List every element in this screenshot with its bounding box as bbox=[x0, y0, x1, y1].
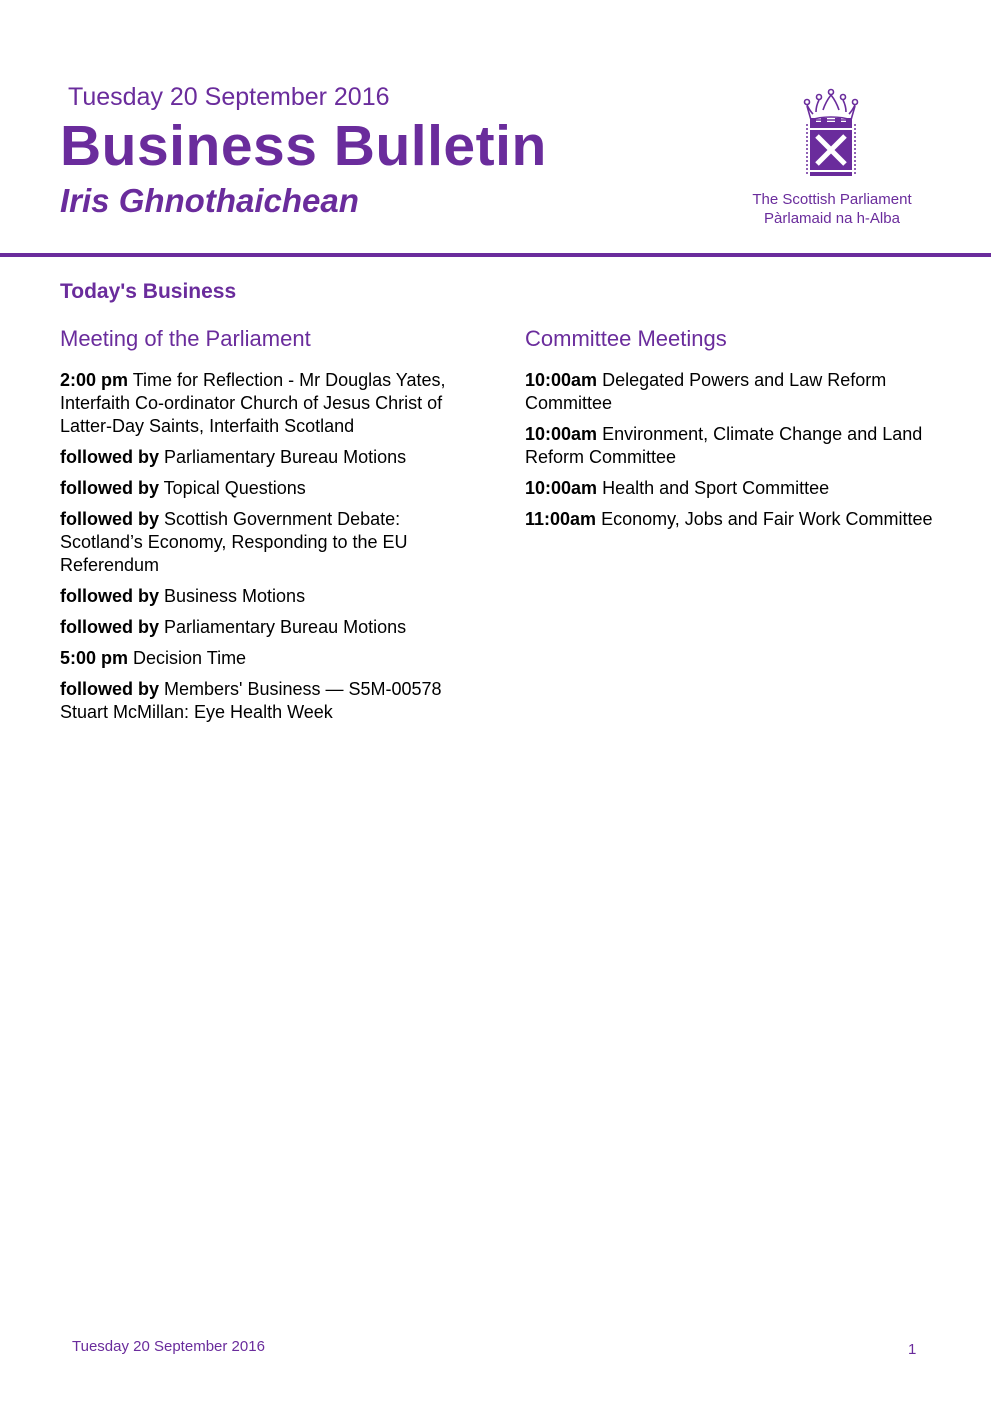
committee-heading: Committee Meetings bbox=[525, 326, 727, 351]
list-item: 11:00am Economy, Jobs and Fair Work Committee bbox=[525, 509, 933, 529]
list-item: 2:00 pm Time for Reflection - Mr Douglas Yates, Interfaith Co-ordinator Church of Jesus Christ of Latter-Day Saints, Interfaith Scotland bbox=[60, 370, 446, 436]
list-item: followed by Parliamentary Bureau Motions bbox=[60, 447, 407, 467]
list-item: followed by Parliamentary Bureau Motions bbox=[60, 617, 407, 637]
list-item: followed by Scottish Government Debate: Scotland’s Economy, Responding to the EU Referendum bbox=[60, 509, 408, 575]
list-item: 10:00am Health and Sport Committee bbox=[525, 478, 830, 498]
page-title: Business Bulletin bbox=[60, 114, 547, 178]
list-item: 5:00 pm Decision Time bbox=[60, 648, 247, 668]
list-item: 10:00am Environment, Climate Change and Land Reform Committee bbox=[525, 424, 923, 467]
list-item: followed by Topical Questions bbox=[60, 478, 306, 498]
page-subtitle: Iris Ghnothaichean bbox=[60, 182, 359, 219]
page-number: 1 bbox=[908, 1341, 917, 1358]
scottish-parliament-crest-icon bbox=[799, 88, 863, 184]
header-date: Tuesday 20 September 2016 bbox=[68, 83, 390, 111]
logo-text-gaelic: Pàrlamaid na h-Alba bbox=[764, 210, 900, 227]
parliament-column bbox=[60, 326, 465, 732]
list-item: followed by Business Motions bbox=[60, 586, 306, 606]
list-item: followed by Members' Business — S5M-00578 Stuart McMillan: Eye Health Week bbox=[60, 679, 442, 722]
committee-column bbox=[525, 326, 945, 539]
header-divider bbox=[0, 253, 991, 257]
parliament-logo bbox=[742, 88, 922, 228]
list-item: 10:00am Delegated Powers and Law Reform Committee bbox=[525, 370, 887, 413]
logo-text-english: The Scottish Parliament bbox=[752, 191, 912, 208]
section-title: Today's Business bbox=[60, 280, 237, 303]
footer-date: Tuesday 20 September 2016 bbox=[72, 1338, 265, 1355]
parliament-heading: Meeting of the Parliament bbox=[60, 326, 311, 351]
